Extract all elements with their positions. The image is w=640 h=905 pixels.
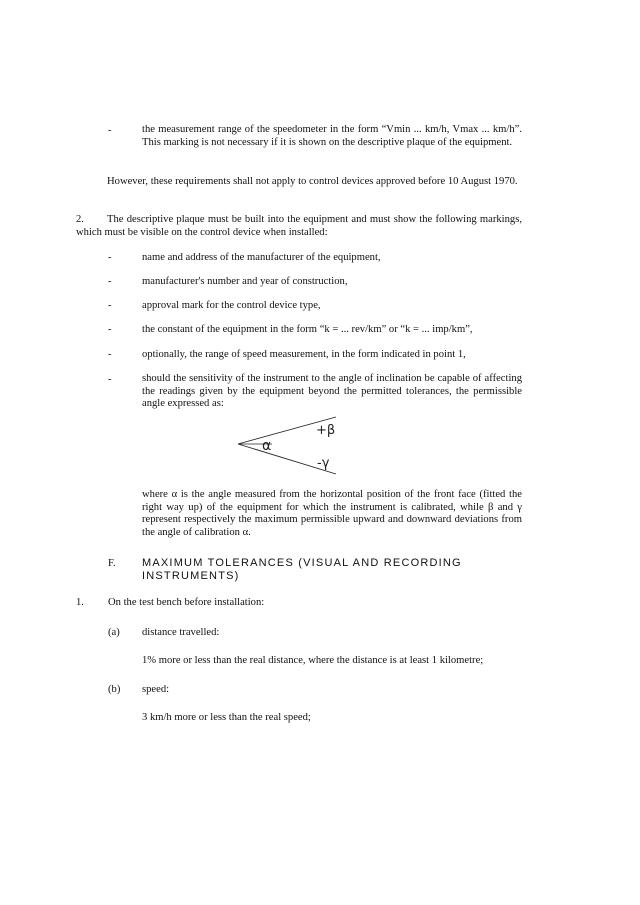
- alpha-label: α: [262, 438, 272, 454]
- subitem-a-title: distance travelled:: [142, 627, 220, 638]
- subitem-b-title: speed:: [142, 684, 170, 695]
- list-dash: -: [108, 324, 112, 335]
- marking-item-6: should the sensitivity of the instrument to the angle of inclination be capable of affecting the readings given by the equipment beyond the permitted tolerances, the permissible angle expressed as:: [142, 373, 522, 410]
- inclination-angle-diagram: [230, 414, 340, 476]
- subitem-b-detail: 3 km/h more or less than the real speed;: [142, 712, 311, 723]
- point-1-text: On the test bench before installation:: [108, 597, 265, 608]
- however-paragraph: However, these requirements shall not apply to control devices approved before 10 August 1970.: [107, 176, 518, 187]
- section-f-letter: F.: [108, 558, 116, 569]
- where-paragraph: where α is the angle measured from the horizontal position of the front face (fitted the right way up) of the equipment for which the instrument is calibrated, while β and γ represent respectively the maximum permissible upward and downward deviations from the angle of calibration α.: [142, 489, 522, 538]
- subitem-a-detail: 1% more or less than the real distance, where the distance is at least 1 kilometre;: [142, 655, 484, 666]
- section-f-title: MAXIMUM TOLERANCES (VISUAL AND RECORDING INSTRUMENTS): [142, 557, 462, 582]
- list-dash: -: [108, 349, 112, 360]
- speedometer-range-item: the measurement range of the speedometer in the form “Vmin ... km/h, Vmax ... km/h”. This marking is not necessary if it is shown on the descriptive plaque of the equipment.: [142, 124, 522, 148]
- list-dash: -: [108, 252, 112, 263]
- list-dash: -: [108, 300, 112, 311]
- subitem-a-label: (a): [108, 627, 120, 638]
- marking-item-2: manufacturer's number and year of construction,: [142, 276, 348, 287]
- subitem-b-label: (b): [108, 684, 121, 695]
- section-2-number: 2.: [76, 214, 84, 225]
- point-1-number: 1.: [76, 597, 84, 608]
- beta-label: +β: [316, 423, 336, 438]
- marking-item-4: the constant of the equipment in the form “k = ... rev/km” or “k = ... imp/km”,: [142, 324, 473, 335]
- list-dash: -: [108, 125, 112, 136]
- gamma-label: -γ: [317, 456, 330, 471]
- marking-item-5: optionally, the range of speed measurement, in the form indicated in point 1,: [142, 349, 466, 360]
- list-dash: -: [108, 374, 112, 385]
- marking-item-3: approval mark for the control device type,: [142, 300, 321, 311]
- list-dash: -: [108, 276, 112, 287]
- marking-item-1: name and address of the manufacturer of the equipment,: [142, 252, 381, 263]
- section-2-text: The descriptive plaque must be built into the equipment and must show the following markings, which must be visible on the control device when installed:: [76, 214, 522, 238]
